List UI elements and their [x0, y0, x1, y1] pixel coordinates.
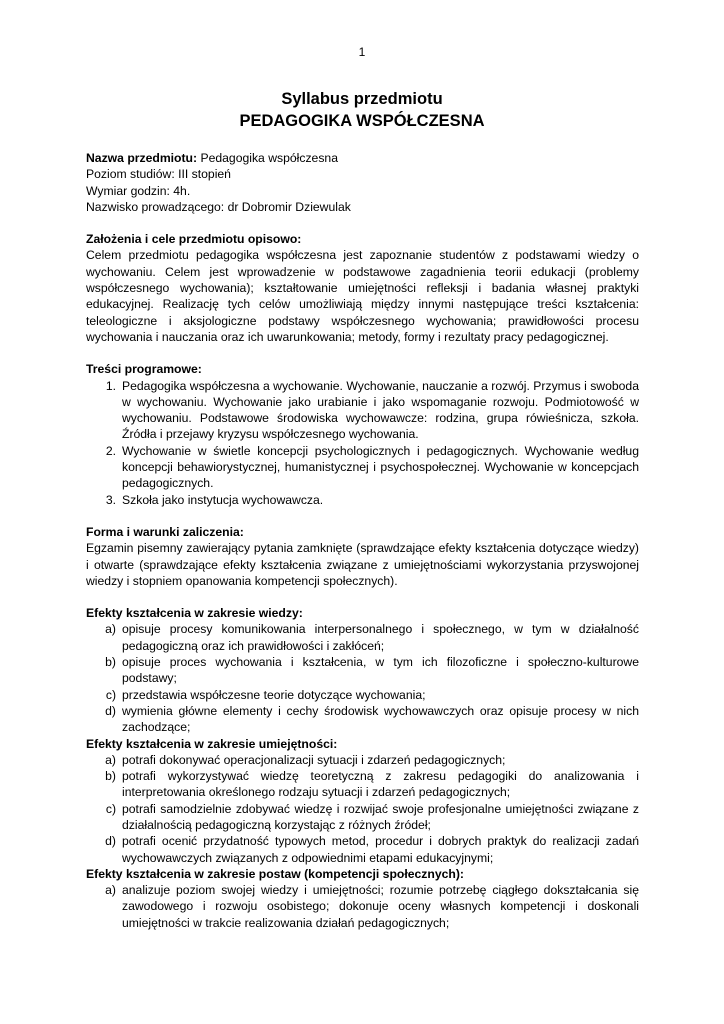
- skills-section: [86, 736, 639, 866]
- list-text: Pedagogika współczesna a wychowanie. Wychowanie, nauczanie a rozwój. Przymus i swoboda w wychowaniu. Wychowanie jako urabianie i jako wspomaganie rozwoju. Podmiotowość w wychowaniu. Podstawowe środowiska wychowawcze: rodzina, grupa rówieśnicza, szkoła. Źródła i przejawy kryzysu współczesnego wychowania.: [122, 378, 639, 442]
- teacher: Nazwisko prowadzącego: dr Dobromir Dziewulak: [86, 199, 351, 214]
- list-text: opisuje procesy komunikowania interpersonalnego i społecznego, w tym w działalność pedagogiczną oraz ich prawidłowości i zakłóceń;: [122, 622, 639, 653]
- list-text: wymienia główne elementy i cechy środowisk wychowawczych oraz opisuje procesy w nich zachodzące;: [122, 703, 639, 735]
- program-section: [86, 361, 639, 508]
- list-marker: c): [105, 801, 116, 816]
- list-item: [86, 621, 639, 654]
- list-item: [86, 687, 639, 703]
- list-marker: b): [105, 655, 116, 670]
- program-heading: Treści programowe:: [86, 362, 202, 377]
- list-text: potrafi dokonywać operacjonalizacji sytuacji i zdarzeń pedagogicznych;: [122, 752, 506, 767]
- goals-heading: Założenia i cele przedmiotu opisowo:: [86, 232, 302, 247]
- title-line-2: PEDAGOGIKA WSPÓŁCZESNA: [239, 112, 485, 130]
- hours: Wymiar godzin: 4h.: [86, 183, 191, 198]
- list-text: Wychowanie w świetle koncepcji psychologicznych i pedagogicznych. Wychowanie według koncepcji behawiorystycznej, humanistycznej i psychospołecznej. Wychowanie w koncepcjach pedagogicznych.: [122, 443, 639, 491]
- course-name: [86, 150, 639, 166]
- goals-section: [86, 231, 639, 345]
- list-marker: c): [105, 687, 116, 702]
- list-text: przedstawia współczesne teorie dotyczące wychowania;: [122, 687, 426, 702]
- course-info: [86, 150, 639, 215]
- list-item: [86, 443, 639, 492]
- list-marker: a): [105, 622, 116, 637]
- list-item: [86, 768, 639, 801]
- document-title: [0, 88, 724, 132]
- list-item: [86, 654, 639, 687]
- list-item: [86, 801, 639, 834]
- assessment-text: Egzamin pisemny zawierający pytania zamknięte (sprawdzające efekty kształcenia dotyczące wiedzy) i otwarte (sprawdzające efekty kształcenia związane z umiejętnościami wykorzystania przyswojonej wiedzy i stopniem opanowania kompetencji społecznych).: [86, 541, 639, 588]
- knowledge-section: [86, 605, 639, 735]
- assessment-heading: Forma i warunki zaliczenia:: [86, 524, 244, 539]
- goals-text: Celem przedmiotu pedagogika współczesna jest zapoznanie studentów z podstawami wiedzy o wychowaniu. Celem jest wprowadzenie w podstawowe zagadnienia teorii edukacji (problemy współczesnego wychowania); kształtowanie umiejętności refleksji i badania własnej praktyki edukacyjnej. Realizację tych celów umożliwiają między innymi następujące treści kształcenia: teleologiczne i aksjologiczne podstawy współczesnego wychowania; prawidłowości procesu wychowania i nauczania oraz ich uwarunkowania; metody, formy i rezultaty pracy pedagogicznej.: [86, 248, 639, 344]
- list-text: opisuje proces wychowania i kształcenia, w tym ich filozoficzne i społeczno-kulturowe podstawy;: [122, 655, 639, 686]
- assessment-section: [86, 524, 639, 589]
- title-line-1: Syllabus przedmiotu: [281, 90, 443, 108]
- list-text: potrafi samodzielnie zdobywać wiedzę i rozwijać swoje profesjonalne umiejętności związane z działalnością pedagogiczną korzystając z różnych źródeł;: [122, 801, 639, 832]
- list-text: potrafi ocenić przydatność typowych metod, procedur i dobrych praktyk do realizacji zadań wychowawczych związanych z odpowiednimi etapami edukacyjnymi;: [122, 834, 639, 865]
- course-name-label: Nazwa przedmiotu:: [86, 151, 198, 165]
- list-item: [86, 882, 639, 931]
- list-text: potrafi wykorzystywać wiedzę teoretyczną z zakresu pedagogiki do analizowania i interpretowania określonego rodzaju sytuacji i zdarzeń pedagogicznych;: [122, 769, 639, 800]
- list-item: [86, 492, 639, 508]
- competences-heading: Efekty kształcenia w zakresie postaw (kompetencji społecznych):: [86, 866, 464, 881]
- document-body: [86, 150, 639, 931]
- list-item: [86, 752, 639, 768]
- list-marker: b): [105, 769, 116, 784]
- list-text: analizuje poziom swojej wiedzy i umiejętności; rozumie potrzebę ciągłego dokształcania się zawodowego i rozwoju osobistego; dokonuje oceny własnych kompetencji i doskonali umiejętności w trakcie realizowania działań pedagogicznych;: [122, 883, 639, 930]
- list-marker: a): [105, 752, 116, 767]
- skills-heading: Efekty kształcenia w zakresie umiejętności:: [86, 736, 338, 751]
- list-item: [86, 703, 639, 736]
- list-marker: a): [105, 883, 116, 898]
- list-marker: 3.: [105, 492, 116, 507]
- course-name-value: Pedagogika współczesna: [197, 151, 338, 165]
- study-level: Poziom studiów: III stopień: [86, 167, 231, 182]
- list-marker: 1.: [105, 378, 116, 393]
- list-item: [86, 378, 639, 443]
- knowledge-heading: Efekty kształcenia w zakresie wiedzy:: [86, 606, 303, 621]
- list-text: Szkoła jako instytucja wychowawcza.: [122, 492, 324, 507]
- page-number: 1: [358, 45, 366, 59]
- list-marker: 2.: [105, 443, 116, 458]
- competences-section: [86, 866, 639, 931]
- list-marker: d): [105, 834, 116, 849]
- list-marker: d): [105, 703, 116, 718]
- list-item: [86, 833, 639, 866]
